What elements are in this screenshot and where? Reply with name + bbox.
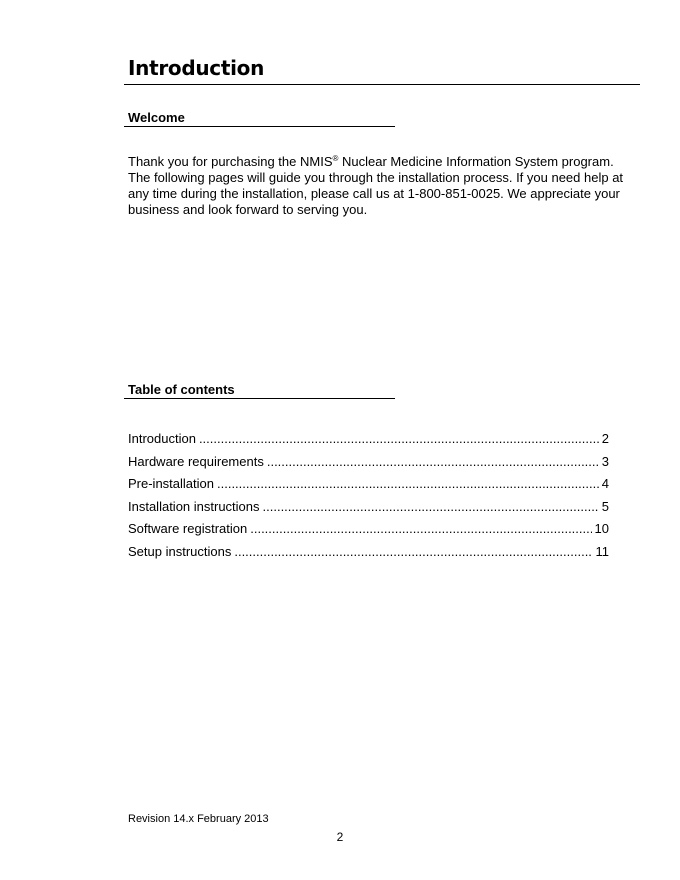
toc-entry-page: 2 [601, 431, 609, 446]
toc-dot-leader [199, 431, 599, 446]
toc-entry-label: Installation instructions [128, 498, 260, 514]
toc-dot-leader [250, 521, 591, 536]
footer-revision: Revision 14.x February 2013 [128, 813, 269, 825]
welcome-text-start: Thank you for purchasing the NMIS [128, 154, 333, 169]
toc-entry-page: 4 [601, 476, 609, 492]
toc-dot-leader [267, 454, 599, 469]
toc-entry-hardware-requirements[interactable] [128, 454, 609, 477]
toc-entry-page: 5 [601, 498, 609, 514]
toc-heading-underline [124, 398, 395, 399]
toc-entry-page: 11 [595, 543, 609, 559]
toc-entry-label: Pre-installation [128, 476, 214, 492]
toc-entry-pre-installation[interactable] [128, 476, 609, 499]
table-of-contents [128, 431, 609, 567]
toc-entry-page: 10 [594, 521, 609, 537]
toc-entry-label: Software registration [128, 521, 248, 537]
registered-trademark-mark: ® [332, 154, 339, 163]
page-title: Introduction [128, 56, 265, 80]
toc-entry-software-registration[interactable] [128, 521, 609, 544]
toc-entry-page: 3 [601, 453, 609, 469]
footer-page-number: 2 [336, 830, 344, 844]
welcome-text-rest: Nuclear Medicine Information System program. The following pages will guide you through the installation process. If you need help at any time during the installation, please call us at 1-800-851-0025. We appreciate your business and look forward to serving you. [128, 154, 624, 217]
welcome-heading-underline [124, 126, 395, 127]
toc-entry-label: Introduction [128, 431, 196, 446]
toc-dot-leader [263, 499, 599, 514]
toc-entry-label: Setup instructions [128, 543, 232, 559]
toc-dot-leader [234, 544, 592, 559]
toc-entry-installation-instructions[interactable] [128, 499, 609, 522]
toc-entry-introduction[interactable] [128, 431, 609, 454]
welcome-paragraph [128, 154, 638, 218]
welcome-heading: Welcome [128, 110, 185, 125]
toc-entry-setup-instructions[interactable] [128, 544, 609, 567]
toc-heading: Table of contents [128, 382, 235, 397]
toc-entry-label: Hardware requirements [128, 453, 264, 469]
title-divider [124, 84, 640, 85]
toc-dot-leader [217, 476, 599, 491]
